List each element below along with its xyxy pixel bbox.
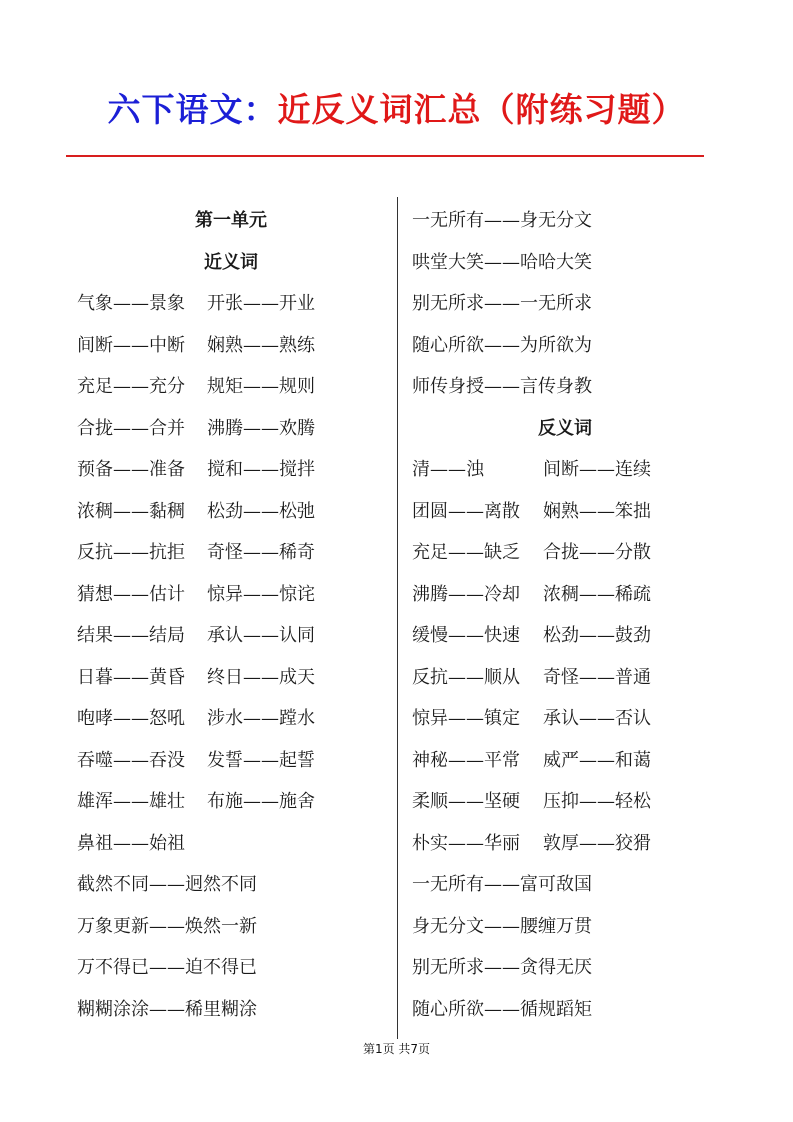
- word-pair: 终日——成天: [207, 666, 315, 688]
- word-pair-row: [412, 532, 712, 574]
- phrase-pair: 万不得已——迫不得已: [77, 957, 257, 978]
- word-pair: 松劲——鼓劲: [543, 625, 651, 646]
- phrase-pair: 一无所有——身无分文: [412, 210, 592, 231]
- phrase-pair: 万象更新——焕然一新: [77, 915, 257, 937]
- word-pair: 日暮——黄昏: [77, 666, 185, 688]
- phrase-pair: 别无所求——贪得无厌: [412, 957, 592, 978]
- word-pair: 松劲——松弛: [207, 500, 315, 522]
- word-pair-row: [77, 408, 387, 450]
- word-pair-row: [77, 449, 387, 491]
- word-pair: 搅和——搅拌: [207, 459, 315, 480]
- word-pair: 娴熟——笨拙: [543, 500, 651, 522]
- word-pair-row: [77, 698, 387, 740]
- word-pair: 合拢——分散: [543, 542, 651, 563]
- word-pair: 猜想——估计: [77, 583, 185, 605]
- word-pair-row: [412, 698, 712, 740]
- title-main: 近反义词汇总（附练习题）: [277, 90, 686, 129]
- page-number: 第1页 共7页: [362, 1042, 431, 1056]
- title-prefix: 六下语文：: [107, 90, 278, 129]
- word-pair: 缓慢——快速: [412, 625, 520, 646]
- word-pair-row: [77, 657, 387, 699]
- word-pair: 浓稠——稀疏: [543, 583, 651, 605]
- word-pair-row: [412, 657, 712, 699]
- word-pair: 柔顺——坚硬: [412, 791, 520, 812]
- phrase-pair: 随心所欲——循规蹈矩: [412, 998, 592, 1020]
- word-pair-row: [77, 283, 387, 325]
- word-pair: 承认——否认: [543, 708, 651, 729]
- phrase-pair: 师传身授——言传身教: [412, 376, 592, 397]
- word-pair: 气象——景象: [77, 293, 185, 314]
- word-pair: 开张——开业: [207, 293, 315, 314]
- word-pair: 规矩——规则: [207, 376, 315, 397]
- phrase-pair: 糊糊涂涂——稀里糊涂: [77, 998, 257, 1020]
- word-pair: 承认——认同: [207, 625, 315, 646]
- word-pair: 涉水——蹚水: [207, 708, 315, 729]
- word-pair: 预备——准备: [77, 459, 185, 480]
- word-pair-row: [77, 532, 387, 574]
- phrase-pair: 随心所欲——为所欲为: [412, 334, 592, 356]
- phrase-pair: 别无所求——一无所求: [412, 293, 592, 314]
- word-pair: 充足——缺乏: [412, 542, 520, 563]
- phrase-pair: 一无所有——富可敌国: [412, 874, 592, 895]
- phrase-pair: 身无分文——腰缠万贯: [412, 915, 592, 937]
- word-pair-row: [412, 781, 712, 823]
- word-pair: 咆哮——怒吼: [77, 708, 185, 729]
- word-pair-row: [77, 781, 387, 823]
- word-pair: 威严——和蔼: [543, 749, 651, 771]
- word-pair: 浓稠——黏稠: [77, 500, 185, 522]
- word-pair: 充足——充分: [77, 376, 185, 397]
- word-pair: 奇怪——普通: [543, 666, 651, 688]
- word-pair: 惊异——惊诧: [207, 583, 315, 605]
- word-pair-row: [77, 740, 387, 782]
- word-pair: 沸腾——冷却: [412, 583, 520, 605]
- word-pair: 合拢——合并: [77, 417, 185, 439]
- column-divider: [397, 197, 398, 1039]
- page-title: [0, 84, 793, 130]
- word-pair: 结果——结局: [77, 625, 185, 646]
- word-pair: 吞噬——吞没: [77, 749, 185, 771]
- word-pair-row: [77, 574, 387, 616]
- word-pair-row: [77, 491, 387, 533]
- word-pair: 敦厚——狡猾: [543, 832, 651, 854]
- word-pair: 奇怪——稀奇: [207, 542, 315, 563]
- word-pair-row: [412, 615, 712, 657]
- word-pair: 团圆——离散: [412, 500, 520, 522]
- title-underline: [66, 155, 704, 157]
- word-pair: 惊异——镇定: [412, 708, 520, 729]
- phrase-pair: 截然不同——迥然不同: [77, 874, 257, 895]
- word-pair: 雄浑——雄壮: [77, 791, 185, 812]
- word-pair: 清——浊: [412, 459, 484, 480]
- word-pair: 发誓——起誓: [207, 749, 315, 771]
- right-column: [412, 200, 712, 1030]
- word-pair-row: [412, 449, 712, 491]
- word-pair: 布施——施舍: [207, 791, 315, 812]
- word-pair: 反抗——抗拒: [77, 542, 185, 563]
- word-pair: 沸腾——欢腾: [207, 417, 315, 439]
- synonyms-heading: 近义词: [204, 251, 258, 273]
- word-pair-row: [77, 823, 387, 865]
- word-pair: 鼻祖——始祖: [77, 832, 185, 854]
- word-pair-row: [412, 491, 712, 533]
- antonyms-heading: 反义词: [538, 417, 592, 439]
- word-pair: 朴实——华丽: [412, 832, 520, 854]
- word-pair: 间断——中断: [77, 334, 185, 356]
- word-pair: 娴熟——熟练: [207, 334, 315, 356]
- word-pair-row: [412, 574, 712, 616]
- word-pair-row: [412, 740, 712, 782]
- left-column: [77, 200, 387, 1030]
- word-pair: 间断——连续: [543, 459, 651, 480]
- phrase-pair: 哄堂大笑——哈哈大笑: [412, 251, 592, 273]
- word-pair: 压抑——轻松: [543, 791, 651, 812]
- word-pair: 神秘——平常: [412, 749, 520, 771]
- word-pair-row: [412, 823, 712, 865]
- unit-heading: 第一单元: [195, 210, 267, 231]
- word-pair-row: [77, 366, 387, 408]
- word-pair-row: [77, 325, 387, 367]
- word-pair-row: [77, 615, 387, 657]
- word-pair: 反抗——顺从: [412, 666, 520, 688]
